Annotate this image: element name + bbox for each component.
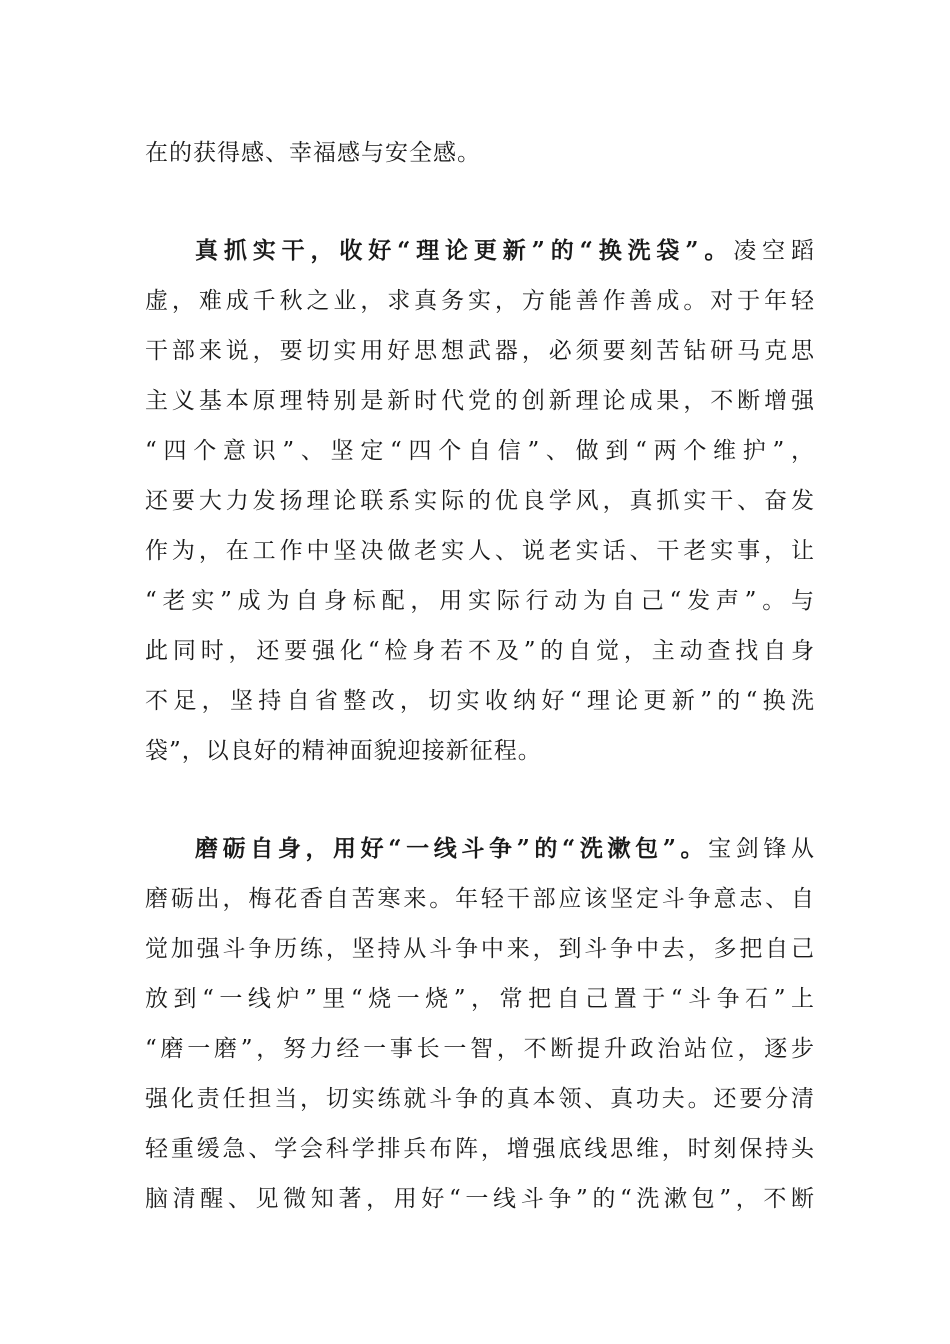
paragraph-line: “四个意识”、坚定“四个自信”、做到“两个维护”， xyxy=(145,438,815,464)
paragraph-line: 还要大力发扬理论联系实际的优良学风，真抓实干、奋发 xyxy=(145,488,815,514)
paragraph-heading-line xyxy=(195,834,815,864)
paragraph-line: 在的获得感、幸福感与安全感。 xyxy=(145,140,481,166)
paragraph-heading-line xyxy=(195,236,815,266)
paragraph-line: 主义基本原理特别是新时代党的创新理论成果，不断增强 xyxy=(145,388,815,414)
paragraph-line: “磨一磨”，努力经一事长一智，不断提升政治站位，逐步 xyxy=(145,1036,815,1062)
paragraph-line: 强化责任担当，切实练就斗争的真本领、真功夫。还要分清 xyxy=(145,1086,815,1112)
paragraph-lead: 真抓实干，收好“理论更新”的“换洗袋”。 xyxy=(195,237,734,264)
paragraph-line: 觉加强斗争历练，坚持从斗争中来，到斗争中去，多把自己 xyxy=(145,936,815,962)
paragraph-line: 作为，在工作中坚决做老实人、说老实话、干老实事，让 xyxy=(145,538,815,564)
paragraph-line: 虚，难成千秋之业，求真务实，方能善作善成。对于年轻 xyxy=(145,288,815,314)
paragraph-text: 宝剑锋从 xyxy=(708,836,816,862)
paragraph-line: 放到“一线炉”里“烧一烧”，常把自己置于“斗争石”上 xyxy=(145,986,815,1012)
paragraph-line: 磨砺出，梅花香自苦寒来。年轻干部应该坚定斗争意志、自 xyxy=(145,886,815,912)
paragraph-line: 不足，坚持自省整改，切实收纳好“理论更新”的“换洗 xyxy=(145,688,815,714)
paragraph-line: 脑清醒、见微知著，用好“一线斗争”的“洗漱包”，不断 xyxy=(145,1186,815,1212)
paragraph-line: 此同时，还要强化“检身若不及”的自觉，主动查找自身 xyxy=(145,638,815,664)
paragraph-line: 干部来说，要切实用好思想武器，必须要刻苦钻研马克思 xyxy=(145,338,815,364)
paragraph-line: 袋”，以良好的精神面貌迎接新征程。 xyxy=(145,738,542,764)
paragraph-lead: 磨砺自身，用好“一线斗争”的“洗漱包”。 xyxy=(195,835,709,862)
paragraph-line: “老实”成为自身标配，用实际行动为自己“发声”。与 xyxy=(145,588,815,614)
paragraph-text: 凌空蹈 xyxy=(733,238,815,264)
paragraph-line: 轻重缓急、学会科学排兵布阵，增强底线思维，时刻保持头 xyxy=(145,1136,815,1162)
